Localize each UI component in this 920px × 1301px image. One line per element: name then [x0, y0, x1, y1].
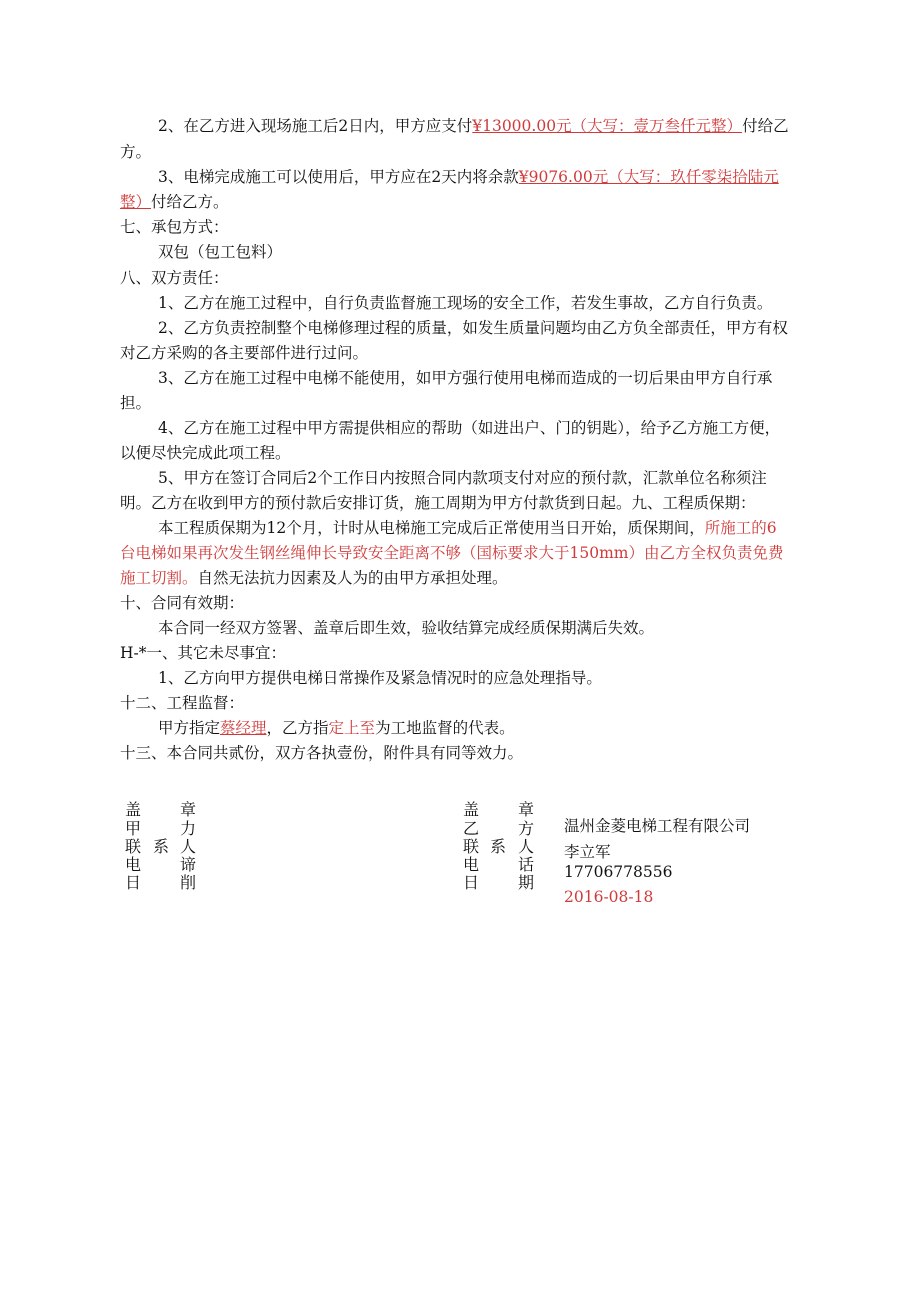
section-12-body [158, 716, 850, 741]
contact-person: 李立军 [564, 843, 611, 861]
duty-2: 2、乙方负责控制整个电梯修理过程的质量，如发生质量问题均由乙方负全部责任，甲方有权 [158, 319, 788, 337]
warranty-line-2: 台电梯如果再次发生钢丝绳伸长导致安全距离不够（国标要求大于150mm）由乙方全权负责免费 [120, 544, 784, 562]
clause-7-3-cont [120, 190, 850, 215]
warranty-line-3 [120, 566, 850, 591]
text: 甲方指定 [158, 719, 221, 737]
text: 本工程质保期为12个月，计时从电梯施工完成后正常使用当日开始，质保期间， [158, 519, 705, 537]
sig-label: 乙 [463, 819, 480, 838]
clause-7-2-cont: 方。 [120, 143, 152, 161]
warranty-red-text: 施工切割。 [120, 569, 198, 587]
duty-4: 4、乙方在施工过程中甲方需提供相应的帮助（如进出户、门的钥匙），给予乙方施工方便， [158, 419, 781, 437]
duty-5: 5、甲方在签订合同后2个工作日内按照合同内款项支付对应的预付款，汇款单位名称须注 [158, 469, 767, 487]
sig-label: 谛 [180, 855, 197, 874]
sig-label: 联 [463, 837, 480, 856]
sig-label: 电 [463, 855, 480, 874]
company-name: 温州金菱电梯工程有限公司 [564, 817, 751, 835]
section-10-title: 十、合同有效期： [120, 594, 245, 612]
section-8-title: 八、双方责任： [120, 269, 229, 287]
contact-phone: 17706778556 [564, 863, 673, 881]
sig-label: 力 [180, 819, 197, 838]
sig-label: 电 [125, 855, 142, 874]
sig-label: 系 [490, 837, 507, 856]
duty-2-cont: 对乙方采购的各主要部件进行过问。 [120, 344, 369, 362]
section-13: 十三、本合同共贰份，双方各执壹份，附件具有同等效力。 [120, 744, 524, 762]
text: 自然无法抗力因素及人为的由甲方承担处理。 [197, 569, 508, 587]
sig-label: 系 [153, 837, 170, 856]
duty-5-cont: 明。乙方在收到甲方的预付款后安排订货，施工周期为甲方付款货到日起。九、工程质保期： [120, 494, 756, 512]
duty-3-cont: 担。 [120, 394, 152, 412]
duty-1: 1、乙方在施工过程中，自行负责监督施工现场的安全工作，若发生事故，乙方自行负责。 [158, 294, 773, 312]
text: 3、电梯完成施工可以使用后，甲方应在2天内将余款 [158, 168, 519, 186]
amount-first-payment: ¥13000.00元（大写：壹万叁仟元整） [472, 117, 743, 135]
clause-7-3 [158, 165, 850, 190]
amount-balance-end: 整） [120, 193, 152, 211]
sig-label: 话 [518, 855, 535, 874]
supervisor-a: 蔡经理 [220, 719, 267, 737]
sig-label: 人 [180, 837, 197, 856]
sig-label: 甲 [125, 819, 142, 838]
sig-label: 章 [180, 800, 197, 819]
section-10-body: 本合同一经双方签署、盖章后即生效，验收结算完成经质保期满后失效。 [158, 619, 655, 637]
sig-label: 日 [125, 873, 142, 892]
text: 2、在乙方进入现场施工后2日内，甲方应支付 [158, 117, 473, 135]
section-11-body: 1、乙方向甲方提供电梯日常操作及紧急情况时的应急处理指导。 [158, 669, 602, 687]
amount-balance: ¥9076.00元（大写：玖仟零柒拾陆元 [518, 168, 779, 186]
duty-4-cont: 以便尽快完成此项工程。 [120, 444, 291, 462]
supervisor-b: 定上至 [328, 719, 376, 737]
section-11-title: H-*一、其它未尽事宜： [120, 644, 287, 662]
sign-date: 2016-08-18 [564, 888, 654, 906]
warranty-line-1 [158, 516, 850, 541]
text: ，乙方指 [266, 719, 329, 737]
text: 付给乙 [742, 117, 789, 135]
sig-label: 期 [518, 873, 535, 892]
sig-label: 章 [518, 800, 535, 819]
section-12-title: 十二、工程监督： [120, 694, 245, 712]
sig-label: 方 [518, 819, 535, 838]
sig-label: 人 [518, 837, 535, 856]
section-7-body: 双包（包工包料） [158, 243, 283, 261]
sig-label: 盖 [125, 800, 142, 819]
sig-label: 联 [125, 837, 142, 856]
clause-7-2 [158, 114, 850, 139]
sig-label: 盖 [463, 800, 480, 819]
sig-label: 日 [463, 873, 480, 892]
warranty-red-text: 所施工的6 [704, 519, 777, 537]
text: 付给乙方。 [151, 193, 229, 211]
sig-label: 削 [180, 873, 197, 892]
section-7-title: 七、承包方式： [120, 218, 229, 236]
duty-3: 3、乙方在施工过程中电梯不能使用，如甲方强行使用电梯而造成的一切后果由甲方自行承 [158, 369, 773, 387]
text: 为工地监督的代表。 [375, 719, 515, 737]
